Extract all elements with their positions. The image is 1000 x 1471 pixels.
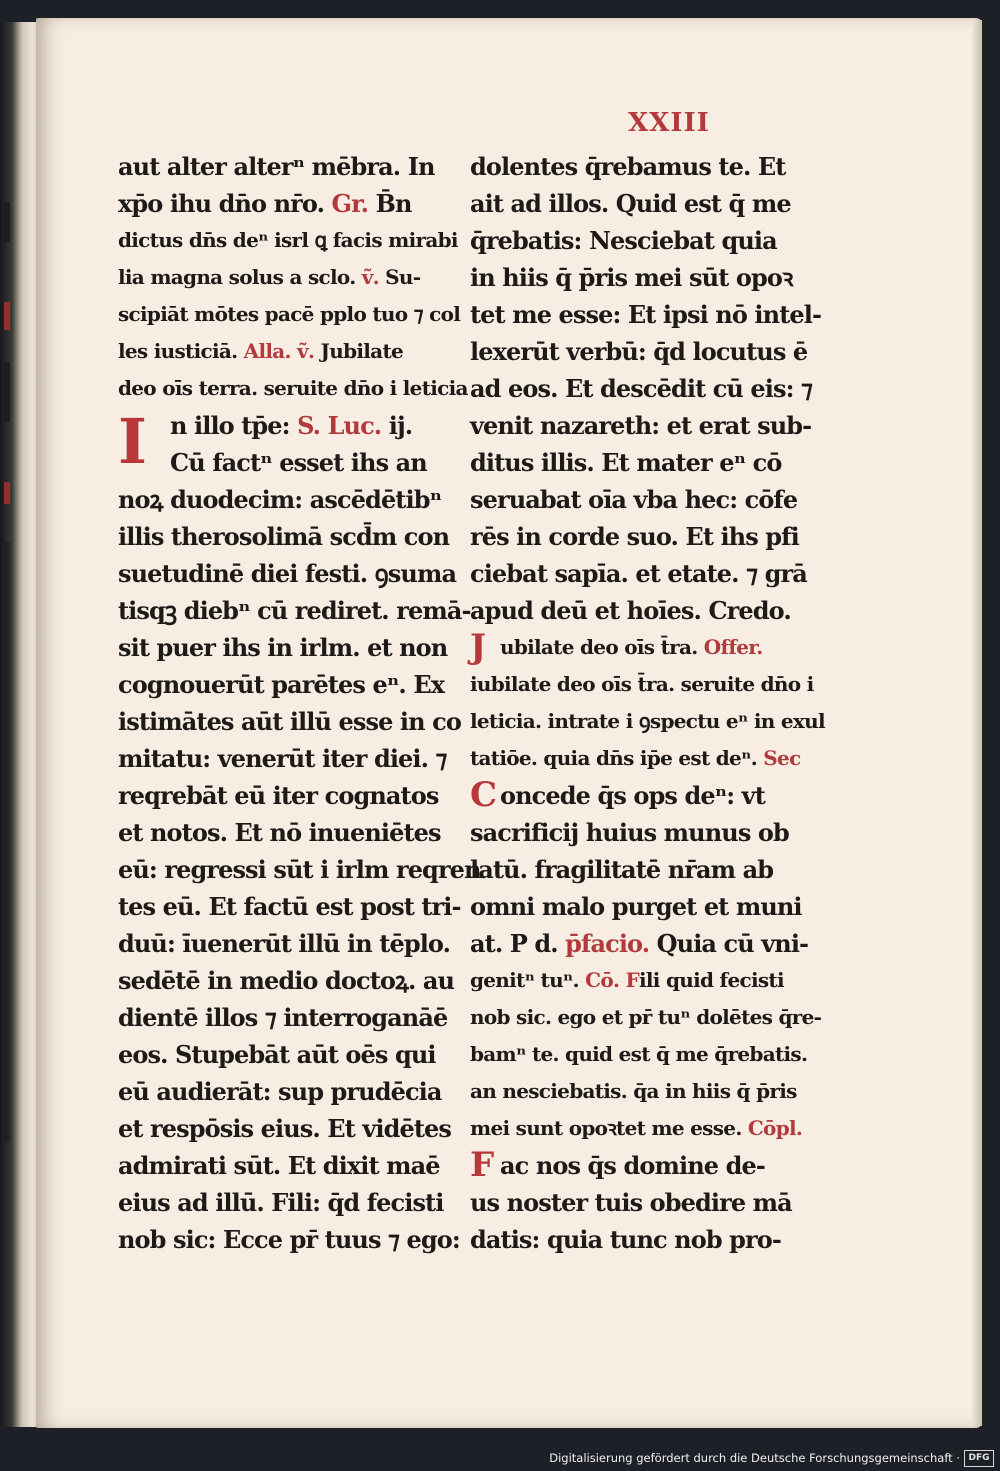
line-text: aut alter alterⁿ mēbra. In [118, 152, 435, 181]
text-line [118, 481, 442, 518]
text-line [118, 296, 461, 333]
text-line [118, 888, 461, 925]
line-text: seruabat oīa vba hec: cōfe [470, 485, 798, 514]
text-line [118, 1110, 451, 1147]
text-line [470, 555, 807, 592]
text-line [118, 999, 448, 1036]
text-line [470, 444, 782, 481]
line-text: admirati sūt. Et dixit maē [118, 1151, 440, 1180]
dfg-logo: DFG [964, 1450, 994, 1467]
rubric-text: p̄facio. [565, 929, 650, 958]
text-line [118, 777, 439, 814]
text-line [470, 703, 825, 740]
text-line [470, 851, 774, 888]
text-line [470, 296, 822, 333]
line-text: sacrificij huius munus ob [470, 818, 789, 847]
text-line [118, 592, 471, 629]
line-text: iubilate deo oīs t̄ra. seruite dn̄o i [470, 672, 814, 696]
text-line [118, 518, 450, 555]
line-text-continued: ili quid fecisti [639, 968, 784, 992]
line-text: nob sic. ego et pr̄ tuⁿ dolētes q̄re- [470, 1005, 822, 1029]
line-text: ac nos q̄s domine de- [500, 1151, 765, 1180]
text-line [470, 259, 793, 296]
line-text: ubilate deo oīs t̄ra. [500, 635, 704, 659]
right-text-column [470, 148, 825, 1258]
left-edge-text-mark [4, 362, 10, 422]
line-text: mei sunt opoꝛtet me esse. [470, 1116, 748, 1140]
line-text: illis therosolimā scd̄m con [118, 522, 450, 551]
text-line [470, 629, 764, 666]
left-edge-text-mark [4, 202, 10, 242]
line-text: dictus dn̄s deⁿ isrl ꝗ facis mirabi [118, 228, 458, 252]
text-line [470, 1110, 803, 1147]
line-text: dolentes q̄rebamus te. Et [470, 152, 786, 181]
text-line [118, 1036, 436, 1073]
line-text: tet me esse: Et ipsi nō intel- [470, 300, 822, 329]
text-line [470, 666, 814, 703]
line-text-continued: Jubilate [314, 339, 404, 363]
text-line [470, 1147, 764, 1184]
line-text: us noster tuis obedire mā [470, 1188, 792, 1217]
text-line [470, 777, 764, 814]
line-text: eū: regressi sūt i irlm reqren [118, 855, 481, 884]
line-text: suetudinē diei festi. ꝯsuma [118, 559, 457, 588]
line-text: istimātes aūt illū esse in co [118, 707, 461, 736]
text-line [470, 999, 822, 1036]
text-line [118, 740, 447, 777]
text-line [118, 185, 412, 222]
text-line [470, 962, 784, 999]
text-line [470, 1036, 808, 1073]
line-text: latū. fragilitatē nr̄am ab [470, 855, 774, 884]
line-text: Cū factⁿ esset ihs an [170, 448, 427, 477]
line-text: mitatu: venerūt iter diei. ⁊ [118, 744, 447, 773]
text-line [470, 814, 789, 851]
rubric-initial: C [470, 775, 497, 815]
line-text: nob sic: Ecce pr̄ tuus ⁊ ego: [118, 1225, 460, 1254]
text-line [118, 333, 412, 370]
line-text-continued: Su- [378, 265, 421, 289]
rubric-text: Cōpl. [747, 1116, 803, 1140]
line-text: tisqꝫ diebⁿ cū rediret. remā- [118, 596, 471, 625]
line-text: sedētē in medio doctoꝝ. au [118, 966, 455, 995]
line-text: apud deū et hoīes. Credo. [470, 596, 791, 625]
text-line [118, 629, 448, 666]
text-line [470, 592, 791, 629]
text-line [470, 1184, 792, 1221]
text-line [470, 407, 812, 444]
line-text: ditus illis. Et mater eⁿ cō [470, 448, 782, 477]
text-line [118, 851, 481, 888]
line-text: duū: īuenerūt illū in tēplo. [118, 929, 451, 958]
text-line [470, 370, 813, 407]
left-text-column [118, 148, 481, 1258]
line-text: oncede q̄s ops deⁿ: vt [500, 781, 765, 810]
text-line [470, 518, 799, 555]
line-text: genitⁿ tuⁿ. [470, 968, 586, 992]
rubric-text: Gr. [331, 189, 369, 218]
line-text: omni malo purget et muni [470, 892, 802, 921]
line-text: cognouerūt parētes eⁿ. Ex [118, 670, 445, 699]
text-line [470, 888, 802, 925]
text-line [470, 1073, 797, 1110]
text-line [118, 222, 458, 259]
text-line [118, 148, 435, 185]
left-edge-rubric-mark [4, 482, 10, 504]
line-text-continued: Quia cū vni- [649, 929, 809, 958]
line-text: tatiōe. quia dn̄s ip̄e est deⁿ. [470, 746, 764, 770]
line-text: rēs in corde suo. Et ihs pfi [470, 522, 799, 551]
line-text: at. P d. [470, 929, 566, 958]
line-text: an nesciebatis. q̄a in hiis q̄ p̄ris [470, 1079, 797, 1103]
text-line [118, 1221, 460, 1258]
line-text: eū audierāt: sup prudēcia [118, 1077, 442, 1106]
text-line [118, 962, 455, 999]
rubric-text: ṽ. [361, 265, 379, 289]
text-line [470, 925, 809, 962]
rubric-text: Sec [763, 746, 801, 770]
text-line [118, 666, 445, 703]
rubric-text: S. Luc. [297, 411, 382, 440]
line-text: et notos. Et nō inueniētes [118, 818, 441, 847]
line-text: ait ad illos. Quid est q̄ me [470, 189, 791, 218]
rubric-initial: I [118, 405, 147, 478]
line-text: lia magna solus a sclo. [118, 265, 362, 289]
text-line [118, 925, 451, 962]
rubric-text: Cō. F [585, 968, 640, 992]
footer-bar [0, 1448, 1000, 1471]
text-line [470, 148, 786, 185]
line-text-continued: ij. [381, 411, 413, 440]
line-text: leticia. intrate i ꝯspectu eⁿ in exul [470, 709, 825, 733]
line-text: lexerūt verbū: q̄d locutus ē [470, 337, 808, 366]
text-line [118, 555, 457, 592]
line-text: deo oīs terra. seruite dn̄o i leticia [118, 376, 468, 400]
text-line [118, 703, 461, 740]
line-text: venit nazareth: et erat sub- [470, 411, 812, 440]
line-text: eius ad illū. Fili: q̄d fecisti [118, 1188, 444, 1217]
text-line [118, 1184, 444, 1221]
text-line [470, 333, 808, 370]
text-line [118, 370, 468, 407]
line-text: in hiis q̄ p̄ris mei sūt opoꝛ [470, 263, 793, 292]
text-line [118, 1147, 440, 1184]
text-line [470, 185, 791, 222]
line-text: ad eos. Et descēdit cū eis: ⁊ [470, 374, 813, 403]
line-text: n illo tp̄e: [170, 411, 298, 440]
line-text: bamⁿ te. quid est q̄ me q̄rebatis. [470, 1042, 808, 1066]
line-text: datis: quia tunc nob pro- [470, 1225, 781, 1254]
line-text: eos. Stupebāt aūt oēs qui [118, 1040, 436, 1069]
line-text: les iusticiā. [118, 339, 244, 363]
rubric-initial: J [470, 627, 486, 667]
text-line [470, 481, 798, 518]
text-line [470, 740, 801, 777]
page-fore-edge [972, 20, 982, 1426]
funding-notice: Digitalisierung gefördert durch die Deutsche Forschungsgemeinschaft · [549, 1451, 960, 1465]
left-page-edge [0, 22, 40, 1427]
line-text: xp̄o ihu dn̄o nr̄o. [118, 189, 332, 218]
line-text: et respōsis eius. Et vidētes [118, 1114, 451, 1143]
rubric-initial: F [470, 1145, 494, 1185]
line-text: sit puer ihs in irlm. et non [118, 633, 448, 662]
line-text-continued: B̄n [368, 189, 412, 218]
left-edge-rubric-mark [4, 302, 10, 330]
text-line [470, 1221, 781, 1258]
line-text: noꝝ duodecim: ascēdētibⁿ [118, 485, 442, 514]
folio-number: XXIII [628, 108, 710, 138]
line-text: scipiāt mōtes pacē pplo tuo ⁊ col [118, 302, 461, 326]
line-text: ciebat sapīa. et etate. ⁊ grā [470, 559, 807, 588]
rubric-text: Offer. [703, 635, 763, 659]
line-text: dientē illos ⁊ interroganāē [118, 1003, 448, 1032]
text-line [118, 1073, 442, 1110]
line-text: q̄rebatis: Nesciebat quia [470, 226, 777, 255]
line-text: tes eū. Et factū est post tri- [118, 892, 461, 921]
rubric-text: Alla. ṽ. [243, 339, 315, 363]
text-line [118, 259, 421, 296]
line-text: reqrebāt eū iter cognatos [118, 781, 439, 810]
left-edge-text-mark [4, 542, 10, 1142]
text-line [118, 814, 441, 851]
text-line [470, 222, 777, 259]
